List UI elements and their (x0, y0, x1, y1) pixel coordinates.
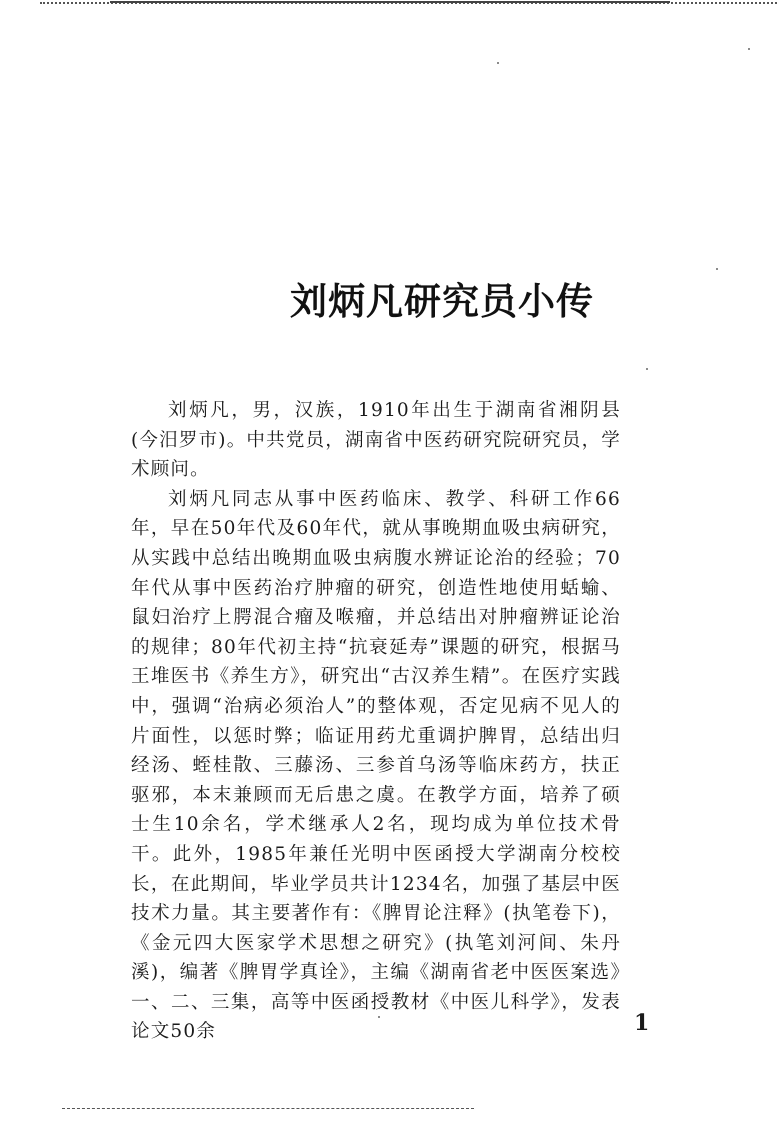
scan-edge-bottom (62, 1108, 474, 1109)
scan-edge-top-solid (110, 1, 670, 3)
page-number: 1 (634, 1010, 650, 1036)
page-title: 刘炳凡研究员小传 (290, 279, 594, 323)
scan-speck (748, 48, 750, 50)
paragraph: 刘炳凡，男，汉族，1910年出生于湖南省湘阴县(今汨罗市)。中共党员，湖南省中医药研究院研究员，学术顾问。 (131, 400, 621, 481)
scan-speck (716, 268, 718, 270)
paragraph: 刘炳凡同志从事中医药临床、教学、科研工作66年，早在50年代及60年代，就从事晚期血吸虫病研究，从实践中总结出晚期血吸虫病腹水辨证论治的经验；70年代从事中医药治疗肿瘤的研究，创造性地使用蛞蝓、鼠妇治疗上腭混合瘤及喉瘤，并总结出对肿瘤辨证论治的规律；80年代初主持“抗衰延寿”课题的研究，根据马王堆医书《养生方》，研究出“古汉养生精”。在医疗实践中，强调“治病必须治人”的整体观，否定见病不见人的片面性，以惩时弊；临证用药尤重调护脾胃，总结出归经汤、蛭桂散、三藤汤、三参首乌汤等临床药方，扶正驱邪，本末兼顾而无后患之虞。在教学方面，培养了硕士生10余名，学术继承人2名，现均成为单位技术骨干。此外，1985年兼任光明中医函授大学湖南分校校长，在此期间，毕业学员共计1234名，加强了基层中医技术力量。其主要著作有：《脾胃论注释》(执笔卷下)，《金元四大医家学术思想之研究》(执笔刘河间、朱丹溪)，编著《脾胃学真诠》，主编《湖南省老中医医案选》一、二、三集，高等中医函授教材《中医儿科学》，发表论文50余 (131, 488, 621, 1043)
scan-speck (646, 368, 648, 370)
body-text (131, 396, 621, 1047)
scan-speck (497, 62, 499, 64)
